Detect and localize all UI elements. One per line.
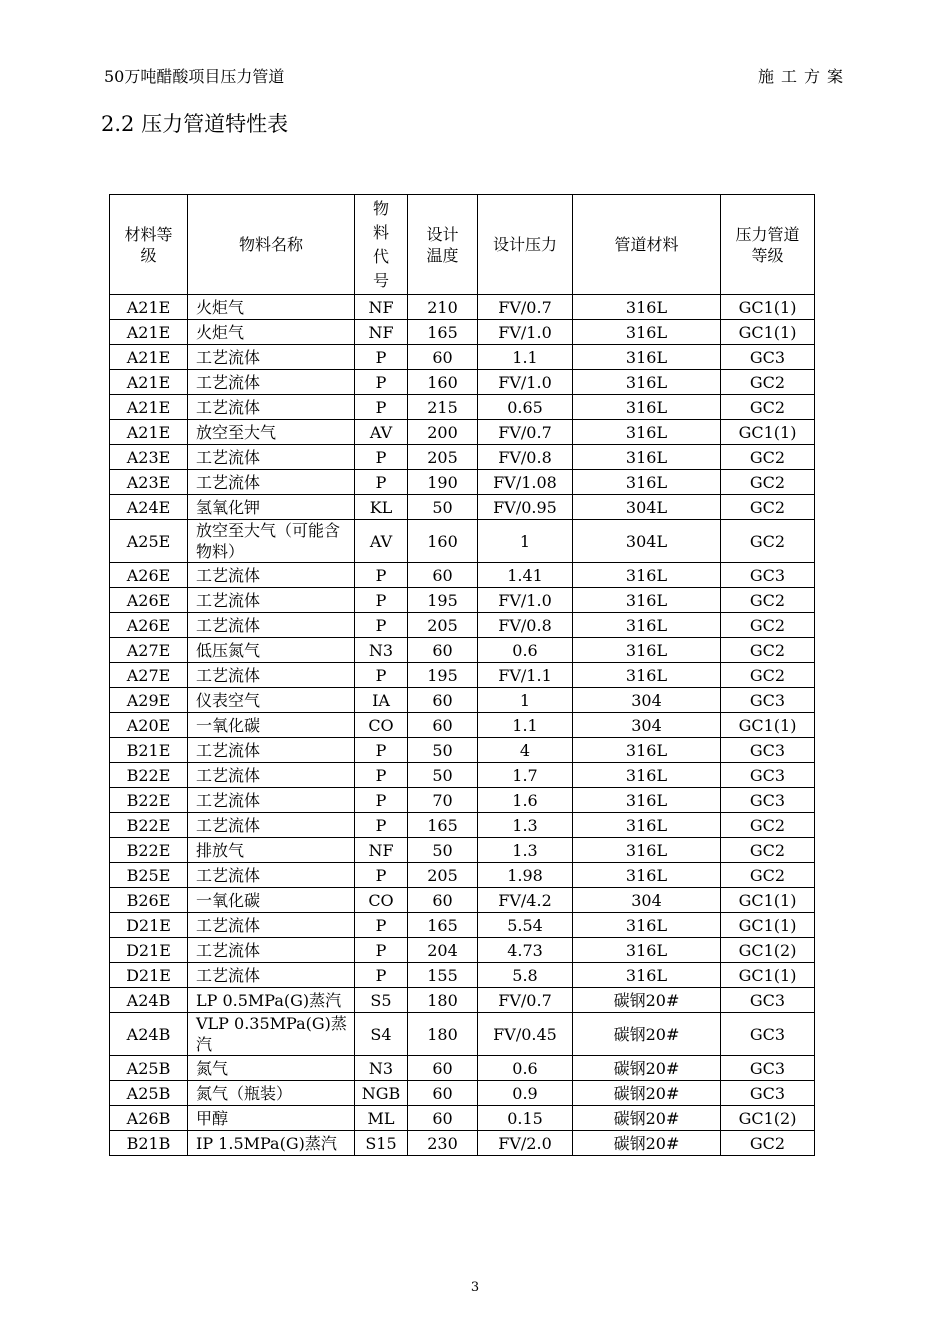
pipe-material-cell: 316L bbox=[573, 295, 721, 320]
design-pressure-cell: FV/1.08 bbox=[478, 470, 573, 495]
pipe-class-cell: GC2 bbox=[721, 395, 815, 420]
table-row bbox=[110, 520, 815, 563]
pipe-class-cell: GC3 bbox=[721, 563, 815, 588]
design-temperature-cell: 50 bbox=[408, 763, 478, 788]
medium-name-cell: 工艺流体 bbox=[188, 763, 355, 788]
pipe-class-cell: GC2 bbox=[721, 588, 815, 613]
design-pressure-cell: FV/1.0 bbox=[478, 320, 573, 345]
medium-name-cell: 氮气 bbox=[188, 1056, 355, 1081]
medium-name-cell: 工艺流体 bbox=[188, 613, 355, 638]
table-row bbox=[110, 370, 815, 395]
pipe-class-cell: GC3 bbox=[721, 788, 815, 813]
material-grade-cell: A26B bbox=[110, 1106, 188, 1131]
pipe-material-cell: 316L bbox=[573, 913, 721, 938]
design-temperature-cell: 205 bbox=[408, 863, 478, 888]
pipe-material-cell: 316L bbox=[573, 638, 721, 663]
design-temperature-cell: 160 bbox=[408, 370, 478, 395]
pipe-class-cell: GC2 bbox=[721, 863, 815, 888]
column-header-medium-name: 物料名称 bbox=[188, 195, 355, 295]
medium-name-cell: 工艺流体 bbox=[188, 663, 355, 688]
medium-code-cell: S4 bbox=[355, 1013, 408, 1056]
design-temperature-cell: 210 bbox=[408, 295, 478, 320]
medium-code-cell: P bbox=[355, 663, 408, 688]
design-temperature-cell: 60 bbox=[408, 638, 478, 663]
medium-code-cell: NF bbox=[355, 295, 408, 320]
design-temperature-cell: 50 bbox=[408, 838, 478, 863]
medium-code-cell: N3 bbox=[355, 1056, 408, 1081]
pipe-material-cell: 316L bbox=[573, 345, 721, 370]
medium-code-cell: N3 bbox=[355, 638, 408, 663]
pipe-class-cell: GC2 bbox=[721, 445, 815, 470]
design-temperature-cell: 195 bbox=[408, 663, 478, 688]
pipe-material-cell: 碳钢20# bbox=[573, 1131, 721, 1156]
material-grade-cell: A21E bbox=[110, 295, 188, 320]
table-row bbox=[110, 563, 815, 588]
pipe-class-cell: GC1(1) bbox=[721, 420, 815, 445]
design-temperature-cell: 60 bbox=[408, 888, 478, 913]
design-pressure-cell: 5.8 bbox=[478, 963, 573, 988]
pipe-class-cell: GC1(1) bbox=[721, 913, 815, 938]
page-number: 3 bbox=[470, 1280, 480, 1295]
medium-code-cell: P bbox=[355, 588, 408, 613]
design-temperature-cell: 60 bbox=[408, 1106, 478, 1131]
medium-name-cell: 工艺流体 bbox=[188, 470, 355, 495]
medium-name-cell: 一氧化碳 bbox=[188, 888, 355, 913]
medium-name-cell: 仪表空气 bbox=[188, 688, 355, 713]
pipe-material-cell: 316L bbox=[573, 963, 721, 988]
medium-code-cell: P bbox=[355, 763, 408, 788]
table-row bbox=[110, 295, 815, 320]
pipe-class-cell: GC1(2) bbox=[721, 1106, 815, 1131]
pipe-material-cell: 316L bbox=[573, 445, 721, 470]
medium-name-cell: 工艺流体 bbox=[188, 345, 355, 370]
table-row bbox=[110, 445, 815, 470]
table-row bbox=[110, 938, 815, 963]
design-temperature-cell: 215 bbox=[408, 395, 478, 420]
table-row bbox=[110, 738, 815, 763]
design-temperature-cell: 230 bbox=[408, 1131, 478, 1156]
document-type: 施工方案 bbox=[757, 67, 850, 86]
pipe-material-cell: 316L bbox=[573, 420, 721, 445]
design-temperature-cell: 165 bbox=[408, 813, 478, 838]
column-header-material-grade: 材料等级 bbox=[110, 195, 188, 295]
material-grade-cell: A29E bbox=[110, 688, 188, 713]
design-pressure-cell: 1.1 bbox=[478, 345, 573, 370]
page-header bbox=[104, 64, 850, 88]
table-row bbox=[110, 963, 815, 988]
design-temperature-cell: 205 bbox=[408, 445, 478, 470]
medium-code-cell: P bbox=[355, 963, 408, 988]
material-grade-cell: A20E bbox=[110, 713, 188, 738]
table-row bbox=[110, 863, 815, 888]
table-row bbox=[110, 1131, 815, 1156]
pipe-material-cell: 碳钢20# bbox=[573, 1056, 721, 1081]
table-row bbox=[110, 688, 815, 713]
table-header-row bbox=[110, 195, 815, 295]
medium-name-cell: 工艺流体 bbox=[188, 788, 355, 813]
table-row bbox=[110, 713, 815, 738]
medium-name-cell: 一氧化碳 bbox=[188, 713, 355, 738]
column-header-design-temperature: 设计温度 bbox=[408, 195, 478, 295]
medium-code-cell: P bbox=[355, 370, 408, 395]
table-row bbox=[110, 470, 815, 495]
pipe-material-cell: 316L bbox=[573, 738, 721, 763]
design-temperature-cell: 180 bbox=[408, 988, 478, 1013]
design-pressure-cell: 1.41 bbox=[478, 563, 573, 588]
design-pressure-cell: FV/0.8 bbox=[478, 613, 573, 638]
pipe-material-cell: 碳钢20# bbox=[573, 1013, 721, 1056]
medium-code-cell: P bbox=[355, 863, 408, 888]
pipe-class-cell: GC3 bbox=[721, 345, 815, 370]
pipe-class-cell: GC1(1) bbox=[721, 713, 815, 738]
medium-name-cell: 氢氧化钾 bbox=[188, 495, 355, 520]
design-pressure-cell: FV/1.0 bbox=[478, 370, 573, 395]
medium-name-cell: 工艺流体 bbox=[188, 445, 355, 470]
design-temperature-cell: 70 bbox=[408, 788, 478, 813]
design-temperature-cell: 50 bbox=[408, 738, 478, 763]
design-temperature-cell: 160 bbox=[408, 520, 478, 563]
pipe-class-cell: GC3 bbox=[721, 1081, 815, 1106]
table-row bbox=[110, 813, 815, 838]
material-grade-cell: A23E bbox=[110, 445, 188, 470]
material-grade-cell: A21E bbox=[110, 420, 188, 445]
design-pressure-cell: FV/0.8 bbox=[478, 445, 573, 470]
medium-code-cell: P bbox=[355, 738, 408, 763]
medium-name-cell: 工艺流体 bbox=[188, 588, 355, 613]
table-row bbox=[110, 763, 815, 788]
pipe-class-cell: GC3 bbox=[721, 1013, 815, 1056]
pipe-material-cell: 304 bbox=[573, 888, 721, 913]
design-temperature-cell: 165 bbox=[408, 320, 478, 345]
column-header-design-pressure: 设计压力 bbox=[478, 195, 573, 295]
design-temperature-cell: 195 bbox=[408, 588, 478, 613]
table-row bbox=[110, 1013, 815, 1056]
pipe-material-cell: 316L bbox=[573, 370, 721, 395]
material-grade-cell: A23E bbox=[110, 470, 188, 495]
design-temperature-cell: 155 bbox=[408, 963, 478, 988]
table-row bbox=[110, 395, 815, 420]
medium-name-cell: 工艺流体 bbox=[188, 563, 355, 588]
pipe-material-cell: 316L bbox=[573, 813, 721, 838]
design-pressure-cell: 1.1 bbox=[478, 713, 573, 738]
table-row bbox=[110, 1081, 815, 1106]
column-header-pipe-material: 管道材料 bbox=[573, 195, 721, 295]
material-grade-cell: D21E bbox=[110, 963, 188, 988]
design-temperature-cell: 204 bbox=[408, 938, 478, 963]
pipe-class-cell: GC1(2) bbox=[721, 938, 815, 963]
column-header-pressure-pipe-class: 压力管道等级 bbox=[721, 195, 815, 295]
medium-code-cell: AV bbox=[355, 520, 408, 563]
medium-name-cell: 工艺流体 bbox=[188, 938, 355, 963]
pipe-material-cell: 304L bbox=[573, 520, 721, 563]
medium-name-cell: 工艺流体 bbox=[188, 370, 355, 395]
pressure-pipe-spec-table bbox=[109, 194, 815, 1156]
pipe-class-cell: GC1(1) bbox=[721, 295, 815, 320]
medium-code-cell: IA bbox=[355, 688, 408, 713]
table-row bbox=[110, 345, 815, 370]
material-grade-cell: A21E bbox=[110, 320, 188, 345]
design-pressure-cell: FV/0.7 bbox=[478, 988, 573, 1013]
material-grade-cell: A25B bbox=[110, 1081, 188, 1106]
table-row bbox=[110, 613, 815, 638]
material-grade-cell: B22E bbox=[110, 838, 188, 863]
design-pressure-cell: FV/4.2 bbox=[478, 888, 573, 913]
medium-code-cell: P bbox=[355, 445, 408, 470]
pipe-material-cell: 碳钢20# bbox=[573, 988, 721, 1013]
pipe-class-cell: GC3 bbox=[721, 763, 815, 788]
pipe-class-cell: GC2 bbox=[721, 838, 815, 863]
medium-code-cell: ML bbox=[355, 1106, 408, 1131]
pipe-material-cell: 304 bbox=[573, 688, 721, 713]
pipe-class-cell: GC3 bbox=[721, 988, 815, 1013]
section-title: 2.2 压力管道特性表 bbox=[101, 112, 289, 136]
material-grade-cell: A27E bbox=[110, 638, 188, 663]
pipe-class-cell: GC1(1) bbox=[721, 888, 815, 913]
material-grade-cell: A21E bbox=[110, 395, 188, 420]
table-row bbox=[110, 495, 815, 520]
table-row bbox=[110, 788, 815, 813]
material-grade-cell: B22E bbox=[110, 763, 188, 788]
pipe-material-cell: 316L bbox=[573, 320, 721, 345]
design-temperature-cell: 60 bbox=[408, 1056, 478, 1081]
table-row bbox=[110, 638, 815, 663]
design-pressure-cell: 1 bbox=[478, 520, 573, 563]
medium-code-cell: P bbox=[355, 913, 408, 938]
design-pressure-cell: 1.98 bbox=[478, 863, 573, 888]
pipe-class-cell: GC1(1) bbox=[721, 963, 815, 988]
medium-name-cell: 甲醇 bbox=[188, 1106, 355, 1131]
medium-name-cell: 火炬气 bbox=[188, 320, 355, 345]
medium-code-cell: S5 bbox=[355, 988, 408, 1013]
design-pressure-cell: 1.3 bbox=[478, 838, 573, 863]
pipe-material-cell: 316L bbox=[573, 788, 721, 813]
design-temperature-cell: 60 bbox=[408, 345, 478, 370]
medium-name-cell: 放空至大气 bbox=[188, 420, 355, 445]
design-pressure-cell: FV/2.0 bbox=[478, 1131, 573, 1156]
design-pressure-cell: FV/1.0 bbox=[478, 588, 573, 613]
medium-code-cell: P bbox=[355, 470, 408, 495]
medium-code-cell: P bbox=[355, 938, 408, 963]
medium-name-cell: 工艺流体 bbox=[188, 963, 355, 988]
design-pressure-cell: 1.3 bbox=[478, 813, 573, 838]
pipe-material-cell: 碳钢20# bbox=[573, 1106, 721, 1131]
medium-name-cell: 排放气 bbox=[188, 838, 355, 863]
medium-code-cell: P bbox=[355, 395, 408, 420]
pipe-material-cell: 316L bbox=[573, 763, 721, 788]
material-grade-cell: D21E bbox=[110, 913, 188, 938]
table-row bbox=[110, 1056, 815, 1081]
design-pressure-cell: 4 bbox=[478, 738, 573, 763]
pipe-material-cell: 316L bbox=[573, 613, 721, 638]
table-body bbox=[110, 295, 815, 1156]
medium-code-cell: NF bbox=[355, 838, 408, 863]
pipe-class-cell: GC2 bbox=[721, 495, 815, 520]
design-pressure-cell: 0.6 bbox=[478, 1056, 573, 1081]
medium-name-cell: VLP 0.35MPa(G)蒸汽 bbox=[188, 1013, 355, 1056]
material-grade-cell: A25E bbox=[110, 520, 188, 563]
material-grade-cell: A21E bbox=[110, 345, 188, 370]
material-grade-cell: A27E bbox=[110, 663, 188, 688]
design-pressure-cell: FV/0.45 bbox=[478, 1013, 573, 1056]
pipe-material-cell: 304L bbox=[573, 495, 721, 520]
table-row bbox=[110, 888, 815, 913]
material-grade-cell: B26E bbox=[110, 888, 188, 913]
design-temperature-cell: 165 bbox=[408, 913, 478, 938]
material-grade-cell: D21E bbox=[110, 938, 188, 963]
material-grade-cell: A25B bbox=[110, 1056, 188, 1081]
material-grade-cell: A24B bbox=[110, 1013, 188, 1056]
project-title: 50万吨醋酸项目压力管道 bbox=[104, 67, 285, 86]
material-grade-cell: B21B bbox=[110, 1131, 188, 1156]
pipe-class-cell: GC2 bbox=[721, 470, 815, 495]
design-pressure-cell: 1.7 bbox=[478, 763, 573, 788]
design-temperature-cell: 180 bbox=[408, 1013, 478, 1056]
medium-code-cell: KL bbox=[355, 495, 408, 520]
pipe-material-cell: 304 bbox=[573, 713, 721, 738]
medium-name-cell: 工艺流体 bbox=[188, 813, 355, 838]
medium-name-cell: 火炬气 bbox=[188, 295, 355, 320]
medium-name-cell: 工艺流体 bbox=[188, 913, 355, 938]
pipe-class-cell: GC2 bbox=[721, 663, 815, 688]
material-grade-cell: A26E bbox=[110, 613, 188, 638]
material-grade-cell: B22E bbox=[110, 788, 188, 813]
pipe-material-cell: 316L bbox=[573, 838, 721, 863]
design-pressure-cell: 0.15 bbox=[478, 1106, 573, 1131]
design-pressure-cell: FV/0.7 bbox=[478, 295, 573, 320]
pipe-material-cell: 316L bbox=[573, 563, 721, 588]
design-pressure-cell: 5.54 bbox=[478, 913, 573, 938]
pipe-class-cell: GC2 bbox=[721, 638, 815, 663]
pipe-class-cell: GC3 bbox=[721, 1056, 815, 1081]
design-temperature-cell: 60 bbox=[408, 1081, 478, 1106]
design-temperature-cell: 200 bbox=[408, 420, 478, 445]
medium-code-cell: CO bbox=[355, 713, 408, 738]
medium-code-cell: NGB bbox=[355, 1081, 408, 1106]
material-grade-cell: A21E bbox=[110, 370, 188, 395]
table-row bbox=[110, 1106, 815, 1131]
table-row bbox=[110, 988, 815, 1013]
pipe-class-cell: GC3 bbox=[721, 688, 815, 713]
table-row bbox=[110, 663, 815, 688]
pipe-class-cell: GC2 bbox=[721, 370, 815, 395]
pipe-material-cell: 碳钢20# bbox=[573, 1081, 721, 1106]
table-row bbox=[110, 913, 815, 938]
medium-name-cell: 放空至大气（可能含物料） bbox=[188, 520, 355, 563]
design-pressure-cell: 0.6 bbox=[478, 638, 573, 663]
design-temperature-cell: 205 bbox=[408, 613, 478, 638]
pipe-class-cell: GC3 bbox=[721, 738, 815, 763]
material-grade-cell: A24E bbox=[110, 495, 188, 520]
pipe-class-cell: GC2 bbox=[721, 1131, 815, 1156]
design-pressure-cell: FV/0.95 bbox=[478, 495, 573, 520]
table-row bbox=[110, 838, 815, 863]
design-pressure-cell: 0.65 bbox=[478, 395, 573, 420]
design-pressure-cell: 4.73 bbox=[478, 938, 573, 963]
medium-code-cell: NF bbox=[355, 320, 408, 345]
pipe-class-cell: GC2 bbox=[721, 520, 815, 563]
medium-name-cell: 工艺流体 bbox=[188, 738, 355, 763]
table-row bbox=[110, 588, 815, 613]
pipe-material-cell: 316L bbox=[573, 938, 721, 963]
medium-name-cell: 工艺流体 bbox=[188, 395, 355, 420]
column-header-medium-code: 物料代号 bbox=[355, 195, 408, 295]
design-temperature-cell: 60 bbox=[408, 688, 478, 713]
medium-name-cell: 低压氮气 bbox=[188, 638, 355, 663]
design-pressure-cell: 0.9 bbox=[478, 1081, 573, 1106]
design-temperature-cell: 60 bbox=[408, 563, 478, 588]
pipe-material-cell: 316L bbox=[573, 663, 721, 688]
material-grade-cell: A26E bbox=[110, 563, 188, 588]
pipe-class-cell: GC2 bbox=[721, 613, 815, 638]
design-pressure-cell: FV/1.1 bbox=[478, 663, 573, 688]
medium-code-cell: P bbox=[355, 788, 408, 813]
material-grade-cell: B21E bbox=[110, 738, 188, 763]
design-pressure-cell: 1 bbox=[478, 688, 573, 713]
pipe-material-cell: 316L bbox=[573, 395, 721, 420]
design-pressure-cell: FV/0.7 bbox=[478, 420, 573, 445]
material-grade-cell: B22E bbox=[110, 813, 188, 838]
table-row bbox=[110, 320, 815, 345]
medium-name-cell: IP 1.5MPa(G)蒸汽 bbox=[188, 1131, 355, 1156]
design-pressure-cell: 1.6 bbox=[478, 788, 573, 813]
medium-code-cell: P bbox=[355, 613, 408, 638]
pipe-class-cell: GC2 bbox=[721, 813, 815, 838]
medium-code-cell: AV bbox=[355, 420, 408, 445]
design-temperature-cell: 50 bbox=[408, 495, 478, 520]
design-temperature-cell: 190 bbox=[408, 470, 478, 495]
medium-code-cell: P bbox=[355, 563, 408, 588]
medium-code-cell: S15 bbox=[355, 1131, 408, 1156]
medium-code-cell: P bbox=[355, 813, 408, 838]
medium-code-cell: P bbox=[355, 345, 408, 370]
design-temperature-cell: 60 bbox=[408, 713, 478, 738]
medium-name-cell: 氮气（瓶装） bbox=[188, 1081, 355, 1106]
pipe-material-cell: 316L bbox=[573, 470, 721, 495]
pipe-material-cell: 316L bbox=[573, 588, 721, 613]
medium-code-cell: CO bbox=[355, 888, 408, 913]
material-grade-cell: B25E bbox=[110, 863, 188, 888]
material-grade-cell: A26E bbox=[110, 588, 188, 613]
table-row bbox=[110, 420, 815, 445]
pipe-material-cell: 316L bbox=[573, 863, 721, 888]
medium-name-cell: LP 0.5MPa(G)蒸汽 bbox=[188, 988, 355, 1013]
material-grade-cell: A24B bbox=[110, 988, 188, 1013]
medium-name-cell: 工艺流体 bbox=[188, 863, 355, 888]
pipe-class-cell: GC1(1) bbox=[721, 320, 815, 345]
